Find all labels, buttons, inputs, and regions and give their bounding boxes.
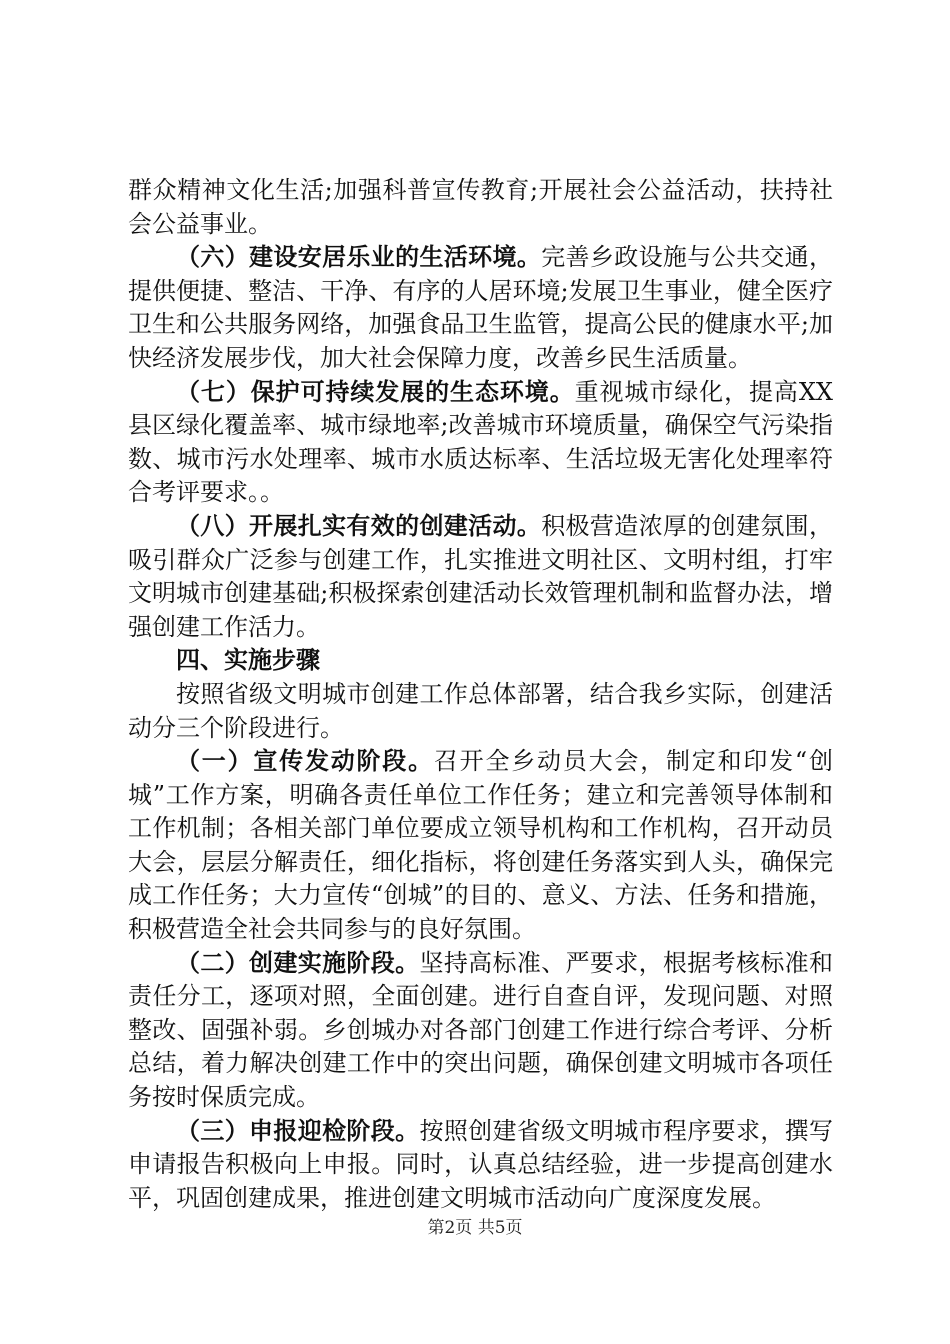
item-paragraph-6 xyxy=(128,241,833,375)
continuation-paragraph: 群众精神文化生活;加强科普宣传教育;开展社会公益活动，扶持社会公益事业。 xyxy=(128,176,833,238)
step-heading-3: （三）申报迎检阶段。 xyxy=(176,1116,420,1145)
item-paragraph-7 xyxy=(128,376,833,510)
page-number-footer: 第2页 共5页 xyxy=(427,1218,523,1238)
item-heading-7: （七）保护可持续发展的生态环境。 xyxy=(176,377,575,406)
section-intro: 按照省级文明城市创建工作总体部署，结合我乡实际，创建活动分三个阶段进行。 xyxy=(128,679,833,742)
item-heading-8: （八）开展扎实有效的创建活动。 xyxy=(176,511,542,540)
step-body-2: 坚持高标准、严要求，根据考核标准和责任分工，逐项对照，全面创建。进行自查自评，发现问题、对照整改、固强补弱。乡创城办对各部门创建工作进行综合考评、分析总结，着力解决创建工作中的突出问题，确保创建文明城市各项任务按时保质完成。 xyxy=(128,948,834,1112)
step-heading-2: （二）创建实施阶段。 xyxy=(176,948,420,977)
item-body-8: 积极营造浓厚的创建氛围，吸引群众广泛参与创建工作，扎实推进文明社区、文明村组，打牢文明城市创建基础;积极探索创建活动长效管理机制和监督办法，增强创建工作活力。 xyxy=(128,511,834,641)
item-heading-6: （六）建设安居乐业的生活环境。 xyxy=(176,243,542,272)
step-body-1: 召开全乡动员大会，制定和印发“创城”工作方案，明确各责任单位工作任务；建立和完善领导体制和工作机制；各相关部门单位要成立领导机构和工作机构，召开动员大会，层层分解责任，细化指标，将创建任务落实到人头，确保完成工作任务；大力宣传“创城”的目的、意义、方法、任务和措施，积极营造全社会共同参与的良好氛围。 xyxy=(128,747,833,944)
section-title: 四、实施步骤 xyxy=(176,646,320,675)
step-body-3: 按照创建省级文明城市程序要求，撰写申请报告积极向上申报。同时，认真总结经验，进一步提高创建水平，巩固创建成果，推进创建文明城市活动向广度深度发展。 xyxy=(128,1116,834,1212)
step-paragraph-2 xyxy=(128,947,833,1115)
step-paragraph-1 xyxy=(128,745,833,947)
item-body-7: 重视城市绿化，提高XX县区绿化覆盖率、城市绿地率;改善城市环境质量，确保空气污染指数、城市污水处理率、城市水质达标率、生活垃圾无害化处理率符合考评要求。。 xyxy=(128,377,833,507)
item-body-6: 完善乡政设施与公共交通，提供便捷、整洁、干净、有序的人居环境;发展卫生事业，健全医疗卫生和公共服务网络，加强食品卫生监管，提高公民的健康水平;加快经济发展步伐，加大社会保障力度，改善乡民生活质量。 xyxy=(128,243,834,372)
item-paragraph-8 xyxy=(128,510,833,644)
step-paragraph-3 xyxy=(128,1115,833,1216)
step-heading-1: （一）宣传发动阶段。 xyxy=(176,747,434,776)
document-body xyxy=(128,174,833,1215)
